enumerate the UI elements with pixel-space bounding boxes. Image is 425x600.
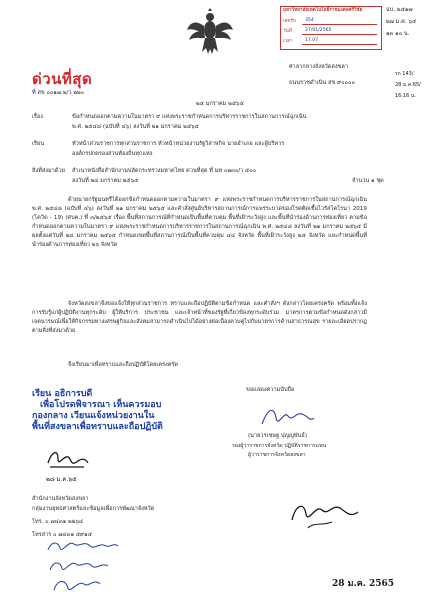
footer-phone: โทร. ๐ ๗๔๓๑ ๒๒๖๔	[32, 519, 84, 525]
body-paragraph-2: จังหวัดสงขลาจึงขอแจ้งให้ทุกส่วนราชการ ทราบและถือปฏิบัติตามข้อกำหนด และคำสั่งฯ ดังกล่าวโดยเคร่งครัด พร้อมทั้งแจ้งการรับรู้แก่ผู้ปฏิบัติงานทุกระดับ ผู้ให้บริการ ประชาชน และเจ้าหน้าที่ของรัฐที่เกี่ยวข้องทุกระดับร่วม มาตรการตามข้อกำหนดดังกล่าวมีเจตนารมณ์เพื่อให้กิจกรรมทางเศรษฐกิจและสังคมสามารถดำเนินไปได้อย่างต่อเนื่องควบคู่ไปกับมาตรการด้านสาธารณสุข รายละเอียดปรากฏตามสิ่งที่ส่งมาด้วย	[32, 301, 367, 335]
enclosure-line: สำเนาหนังสือสำนักงานปลัดกระทรวงมหาดไทย ด่วนที่สุด ที่ มท ๐๒๓๐/ว ๕๐๐	[72, 168, 257, 174]
enclosure-line: ลงวันที่ ๒๔ มกราคม ๒๕๖๕	[72, 178, 139, 184]
margin-note-line: 16.16 น.	[395, 93, 416, 99]
memo-line: เพื่อโปรดพิจารณา เห็นควรมอบ	[40, 400, 162, 410]
urgent-label: ด่วนที่สุด	[32, 70, 93, 88]
footer-office: สำนักงานจังหวัดสงขลา	[32, 496, 89, 502]
signer-title: ผู้ว่าราชการจังหวัดสงขลา	[248, 452, 306, 458]
footer-fax: โทรสาร ๐ ๗๔๓๑ ๕๙๑๕	[32, 532, 92, 538]
stamp-line	[302, 24, 377, 25]
subject-label: เรื่อง	[32, 114, 44, 120]
director-signature-icon	[44, 445, 92, 473]
stamp-date-value: 27/01/2565	[305, 28, 332, 33]
handwritten-memo	[32, 389, 163, 433]
right-code: ๑๓ ๑๐ น.	[386, 31, 410, 37]
memo-line: กองกลาง เวียนแจ้งหน่วยงานใน	[32, 411, 155, 421]
margin-note	[395, 69, 421, 102]
right-code: ฉบ. ๒๕๑๗	[386, 7, 413, 13]
subject-line: ข้อกำหนดออกตามความในมาตรา ๙ แห่งพระราชกำหนดการบริหารราชการในสถานการณ์ฉุกเฉิน	[72, 114, 307, 120]
handwritten-date: 28 ม.ค. 2565	[332, 579, 395, 589]
stamp-line	[302, 44, 377, 45]
recipient-line: องค์กรปกครองส่วนท้องถิ่นทุกแห่ง	[72, 151, 153, 157]
memo-line: เรียน อธิการบดี	[32, 389, 93, 399]
receipt-stamp	[280, 6, 382, 50]
document-date: ๒๕ มกราคม ๒๕๖๕	[196, 101, 244, 107]
recipient-line: หัวหน้าส่วนราชการทุกส่วนราชการ หัวหน้าหน่วยงานรัฐวิสาหกิจ นายอำเภอ และผู้บริหาร	[72, 141, 285, 147]
official-signature-icon	[258, 402, 318, 432]
signer-title: รองผู้ว่าราชการจังหวัด ปฏิบัติราชการแทน	[232, 443, 327, 449]
footer-group: กลุ่มงานยุทธศาสตร์และข้อมูลเพื่อการพัฒนาจังหวัด	[32, 506, 155, 512]
subject-line: พ.ศ. ๒๕๔๘ (ฉบับที่ ๔๖) ลงวันที่ ๒๑ มกราคม ๒๕๖๕	[72, 124, 199, 130]
margin-note-line: รก 143/	[395, 71, 414, 77]
sender-address-line1: ศาลากลางจังหวัดสงขลา	[289, 64, 348, 70]
stamp-received-label: เลขรับ	[283, 19, 296, 24]
document-number: ที่ สข ๐๐๑๗.๒/ว ๒๒๐	[32, 90, 85, 96]
enclosure-label: สิ่งที่ส่งมาด้วย	[32, 168, 65, 174]
stamp-time-value: 17.07	[305, 38, 319, 43]
garuda-emblem-icon	[186, 8, 234, 58]
body-paragraph-1: ด้วยนายกรัฐมนตรีได้ออกข้อกำหนดออกตามความในมาตรา ๙ แห่งพระราชกำหนดการบริหารราชการในสถานการณ์ฉุกเฉิน พ.ศ. ๒๕๔๘ (ฉบับที่ ๔๖) ลงวันที่ ๒๑ มกราคม ๒๕๖๕ และคำสั่งศูนย์บริหารสถานการณ์การแพร่ระบาดของโรคติดเชื้อไวรัสโคโรนา 2019 (โควิด - 19) (ศบค.) ที่ ๓/๒๕๖๕ เรื่อง พื้นที่สถานการณ์ที่กำหนดเป็นพื้นที่ควบคุม พื้นที่เฝ้าระวังสูง และพื้นที่นำร่องด้านการท่องเที่ยว ตามข้อกำหนดออกตามความในมาตรา ๙ แห่งพระราชกำหนดการบริหารราชการในสถานการณ์ฉุกเฉิน พ.ศ. ๒๕๔๘ ลงวันที่ ๒๑ มกราคม ๒๕๖๕ มีผลตั้งแต่วันที่ ๒๔ มกราคม ๒๕๖๕ กำหนดเขตพื้นที่สถานการณ์เป็นพื้นที่ควบคุม ๔๔ จังหวัด พื้นที่เฝ้าระวังสูง ๒๕ จังหวัด และกำหนดพื้นที่นำร่องด้านการท่องเที่ยว ๒๖ จังหวัด	[32, 197, 367, 249]
sender-address-line2: ถนนราชดำเนิน สข ๙๐๐๐๐	[289, 80, 355, 86]
stamp-line	[302, 34, 377, 35]
memo-line: พื้นที่สงขลาเพื่อทราบและถือปฏิบัติ	[32, 422, 163, 432]
memo-date: ๒๘ ม.ค.๖๕	[46, 476, 77, 483]
receiver-signature-icon	[288, 492, 363, 534]
stamp-org: มหาวิทยาลัยเทคโนโลยีราชมงคลศรีวิชัย	[283, 8, 363, 13]
handwritten-notes-icon	[44, 530, 124, 598]
stamp-received-value: 354	[305, 18, 314, 23]
right-code: ๒๗ ม.ค. ๖๕	[386, 19, 417, 25]
margin-note-line: 28 ม.ค.65/	[395, 82, 421, 88]
stamp-time-label: เวลา	[283, 39, 293, 44]
closing-line: จึงเรียนมาเพื่อทราบและถือปฏิบัติโดยเคร่งครัด	[68, 362, 179, 368]
enclosure-count: จำนวน ๑ ชุด	[352, 178, 384, 184]
signer-name: (นายวรเชษฐ ปุญญพันธ์)	[248, 433, 308, 439]
recipient-label: เรียน	[32, 141, 45, 147]
stamp-date-label: วันที่	[283, 29, 292, 34]
regards-text: ขอแสดงความนับถือ	[246, 387, 295, 393]
